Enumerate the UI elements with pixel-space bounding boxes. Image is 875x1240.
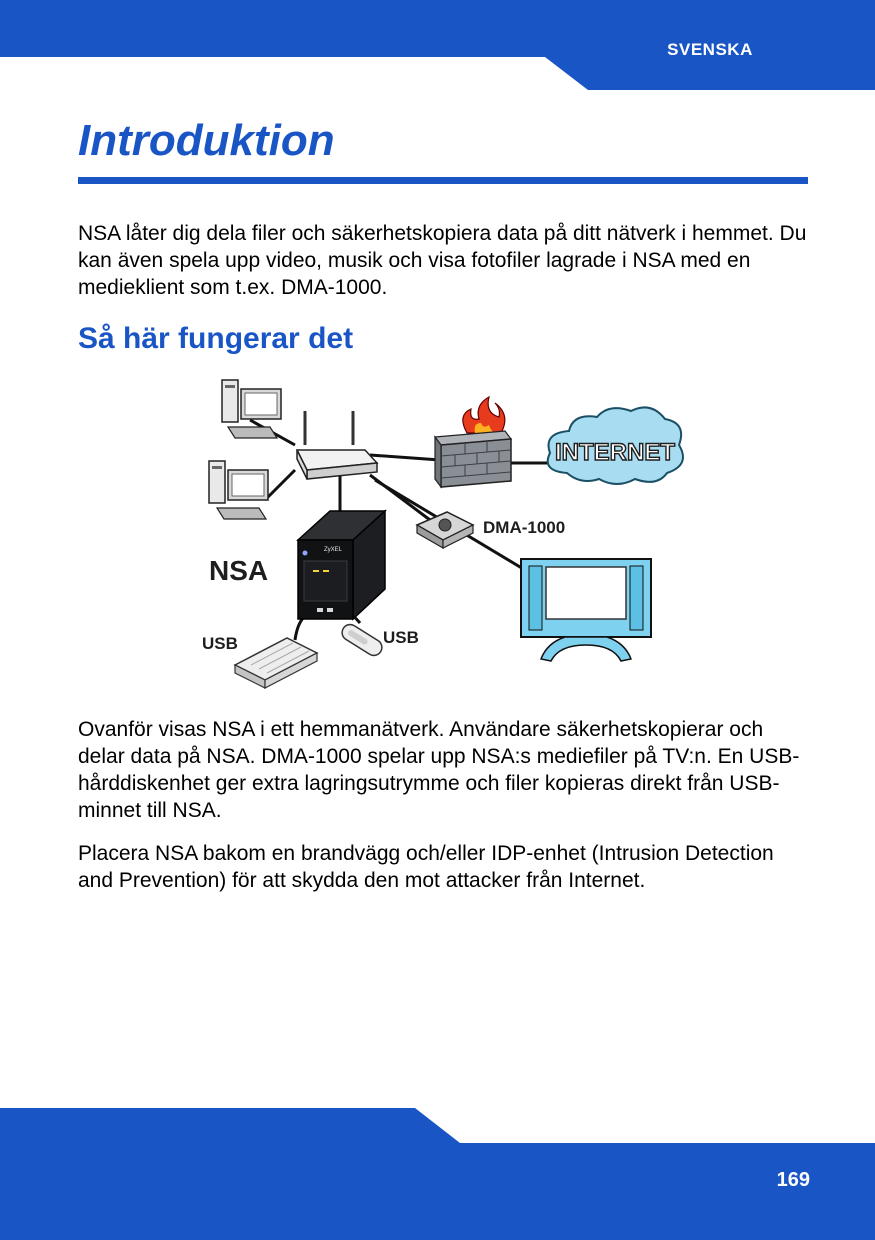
usb-flash-drive-icon xyxy=(339,622,385,659)
nsa-storage-device-icon xyxy=(298,511,385,619)
computer-icon xyxy=(209,461,268,519)
usb-hard-drive-icon xyxy=(235,638,317,688)
nsa-brand-label: ZyXEL xyxy=(323,547,343,553)
page-title: Introduktion xyxy=(78,116,335,165)
usb-right-label: USB xyxy=(383,628,419,647)
intro-paragraph: NSA låter dig dela filer och säkerhetskopiera data på ditt nätverk i hemmet. Du kan även spela upp video, musik och visa fotofiler lagrade i NSA med en medieklient som t.ex. DMA-1000. xyxy=(78,222,807,299)
firewall-icon xyxy=(435,397,511,487)
body-paragraph-1: Ovanför visas NSA i ett hemmanätverk. Användare säkerhetskopierar och delar data på NSA. DMA-1000 spelar upp NSA:s mediefiler på TV:n. En USB-hårddiskenhet ger extra lagringsutrymme och filer kopieras direkt från USB-minnet till NSA. xyxy=(78,718,800,822)
section-heading: Så här fungerar det xyxy=(78,322,354,355)
dma-label: DMA-1000 xyxy=(483,518,566,537)
page-number: 169 xyxy=(776,1169,810,1191)
nsa-label: NSA xyxy=(209,555,269,586)
language-label: SVENSKA xyxy=(667,40,753,59)
computer-icon xyxy=(222,380,281,438)
internet-label: INTERNET xyxy=(555,439,675,466)
network-diagram xyxy=(195,375,685,695)
body-paragraph-2: Placera NSA bakom en brandvägg och/eller IDP-enhet (Intrusion Detection and Prevention) för att skydda den mot attacker från Internet. xyxy=(78,842,774,892)
usb-left-label: USB xyxy=(202,634,238,653)
router-icon xyxy=(297,411,377,479)
television-icon xyxy=(521,559,651,661)
title-underline xyxy=(78,177,808,184)
